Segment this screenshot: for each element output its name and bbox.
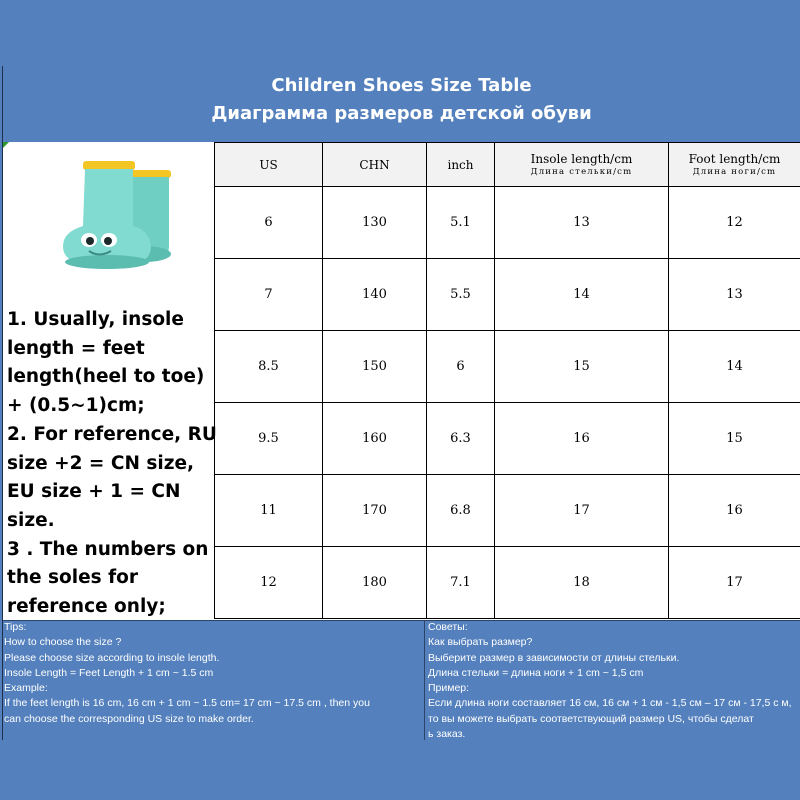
cell-us: 7 bbox=[215, 259, 323, 331]
cell-inch: 5.1 bbox=[427, 187, 495, 259]
tip-line: Советы: bbox=[428, 621, 468, 633]
tip-line: ь заказ. bbox=[428, 728, 466, 740]
note-line: size. bbox=[7, 509, 55, 531]
note-line: 2. For reference, RU bbox=[7, 423, 217, 445]
cell-insole: 18 bbox=[495, 547, 669, 619]
cell-inch: 6.8 bbox=[427, 475, 495, 547]
tip-line: Please choose size according to insole length. bbox=[4, 651, 220, 664]
title-english: Children Shoes Size Table bbox=[271, 75, 532, 96]
size-notes bbox=[7, 306, 217, 622]
tip-line: If the feet length is 16 cm, 16 cm + 1 cm ~ 1.5 cm= 17 cm ~ 17.5 cm , then you bbox=[4, 697, 370, 710]
cell-inch: 7.1 bbox=[427, 547, 495, 619]
note-line: length(heel to toe) bbox=[7, 366, 205, 388]
cell-chn: 130 bbox=[323, 187, 427, 259]
note-line: 3 . The numbers on bbox=[7, 538, 209, 560]
size-table bbox=[214, 142, 800, 619]
cell-insole: 16 bbox=[495, 403, 669, 475]
table-row bbox=[215, 547, 800, 619]
cell-inch: 6 bbox=[427, 331, 495, 403]
cell-inch: 6.3 bbox=[427, 403, 495, 475]
cell-insole: 17 bbox=[495, 475, 669, 547]
note-line: the soles for bbox=[7, 567, 138, 589]
note-line: reference only; bbox=[7, 596, 166, 618]
cell-foot: 17 bbox=[669, 547, 800, 619]
cell-foot: 12 bbox=[669, 187, 800, 259]
note-line: length = feet bbox=[7, 337, 145, 359]
cell-chn: 170 bbox=[323, 475, 427, 547]
cell-foot: 14 bbox=[669, 331, 800, 403]
header-us: US bbox=[215, 143, 323, 187]
cell-chn: 160 bbox=[323, 403, 427, 475]
tip-line: то вы можете выбрать соответствующий размер US, чтобы сделат bbox=[428, 712, 754, 725]
cell-chn: 150 bbox=[323, 331, 427, 403]
header-chn: CHN bbox=[323, 143, 427, 187]
note-line: size +2 = CN size, bbox=[7, 452, 195, 474]
tips-divider bbox=[424, 620, 425, 740]
table-row bbox=[215, 403, 800, 475]
note-line: 1. Usually, insole bbox=[7, 309, 184, 330]
size-chart-panel bbox=[3, 142, 800, 620]
cell-us: 8.5 bbox=[215, 331, 323, 403]
header-inch: inch bbox=[427, 143, 495, 187]
corner-mark bbox=[3, 142, 9, 148]
tip-line: Если длина ноги составляет 16 см, 16 см + 1 см - 1,5 см – 17 см - 17,5 с м, bbox=[428, 697, 792, 710]
header-foot-length: Foot length/cm Длина ноги/cm bbox=[669, 143, 800, 187]
note-line: EU size + 1 = CN bbox=[7, 481, 181, 503]
table-row bbox=[215, 259, 800, 331]
tip-line: Длина стельки = длина ноги + 1 cm ~ 1,5 cm bbox=[428, 666, 644, 679]
cell-insole: 13 bbox=[495, 187, 669, 259]
tip-line: can choose the corresponding US size to make order. bbox=[4, 712, 254, 725]
table-row bbox=[215, 187, 800, 259]
tip-line: Insole Length = Feet Length + 1 cm ~ 1.5 cm bbox=[4, 666, 214, 679]
table-header-row bbox=[215, 143, 800, 187]
cell-inch: 5.5 bbox=[427, 259, 495, 331]
table-row bbox=[215, 475, 800, 547]
header-insole-length: Insole length/cm Длина стельки/cm bbox=[495, 143, 669, 187]
page-header bbox=[3, 66, 800, 142]
cell-insole: 15 bbox=[495, 331, 669, 403]
title-russian: Диаграмма размеров детской обуви bbox=[211, 103, 592, 124]
cell-foot: 16 bbox=[669, 475, 800, 547]
cell-foot: 15 bbox=[669, 403, 800, 475]
cell-us: 12 bbox=[215, 547, 323, 619]
tip-line: Как выбрать размер? bbox=[428, 636, 533, 649]
tips-english bbox=[4, 620, 422, 740]
cell-us: 9.5 bbox=[215, 403, 323, 475]
cell-chn: 140 bbox=[323, 259, 427, 331]
tip-line: How to choose the size ? bbox=[4, 636, 122, 649]
tip-line: Example: bbox=[4, 682, 48, 695]
table-row bbox=[215, 331, 800, 403]
cell-foot: 13 bbox=[669, 259, 800, 331]
note-line: + (0.5~1)cm; bbox=[7, 395, 145, 417]
cell-insole: 14 bbox=[495, 259, 669, 331]
cell-us: 11 bbox=[215, 475, 323, 547]
tip-line: Tips: bbox=[4, 621, 27, 633]
cell-chn: 180 bbox=[323, 547, 427, 619]
tip-line: Пример: bbox=[428, 682, 470, 695]
tip-line: Выберите размер в зависимости от длины стельки. bbox=[428, 651, 680, 664]
tips-russian bbox=[428, 620, 800, 740]
rain-boots-icon bbox=[53, 160, 177, 272]
cell-us: 6 bbox=[215, 187, 323, 259]
